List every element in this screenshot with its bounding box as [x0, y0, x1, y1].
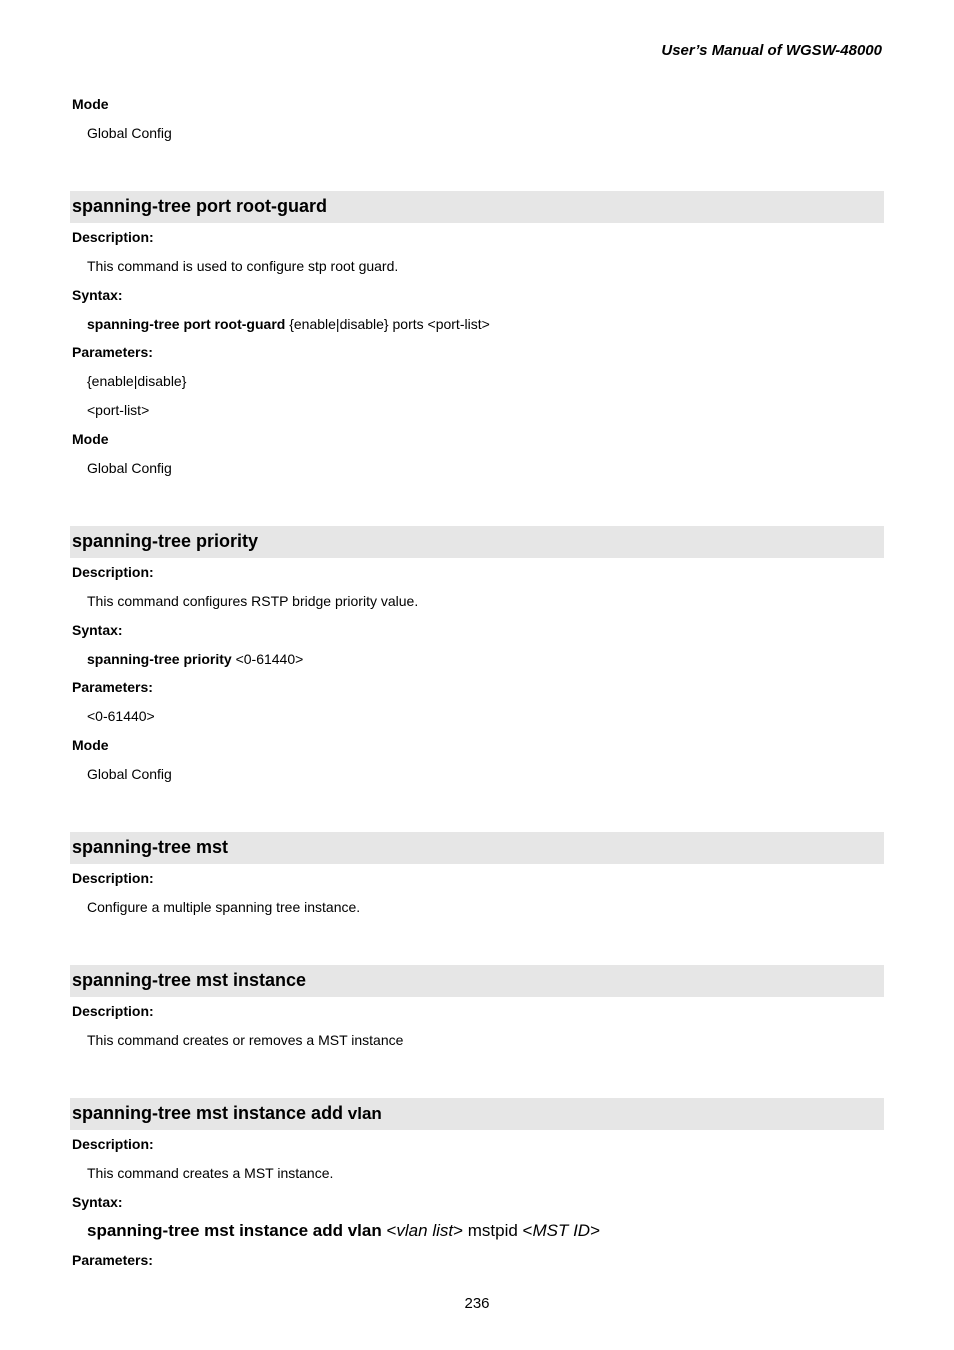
section-header-mst-instance-add-vlan	[70, 1098, 884, 1130]
section-title: spanning-tree mst instance	[72, 970, 307, 990]
description-label: Description:	[72, 229, 154, 245]
description-label: Description:	[72, 870, 154, 886]
syntax-punct: >	[590, 1221, 601, 1240]
description-text: This command configures RSTP bridge priority value.	[87, 593, 419, 609]
syntax-punct: > mstpid <	[453, 1221, 533, 1240]
manual-header-title: User’s Manual of WGSW-48000	[661, 42, 882, 59]
description-text: Configure a multiple spanning tree instance.	[87, 899, 361, 915]
mode-value: Global Config	[87, 460, 172, 476]
description-label: Description:	[72, 564, 154, 580]
parameter-item: <port-list>	[87, 402, 150, 418]
parameter-item: {enable|disable}	[87, 373, 187, 389]
syntax-command: spanning-tree mst instance add vlan	[87, 1221, 382, 1240]
syntax-label: Syntax:	[72, 1194, 123, 1210]
syntax-punct: <	[381, 1221, 397, 1240]
section-title: spanning-tree mst	[72, 837, 229, 857]
syntax-line	[87, 316, 490, 332]
syntax-arg-mst-id: MST ID	[532, 1221, 591, 1240]
parameters-label: Parameters:	[72, 679, 153, 695]
section-header-priority	[70, 526, 884, 558]
syntax-arguments: <0-61440>	[231, 651, 304, 667]
section-header-mst-instance	[70, 965, 884, 997]
parameters-label: Parameters:	[72, 344, 153, 360]
section-title: spanning-tree priority	[72, 531, 259, 551]
mode-value: Global Config	[87, 766, 172, 782]
mode-label: Mode	[72, 737, 109, 753]
syntax-line	[87, 1221, 600, 1241]
parameters-label: Parameters:	[72, 1252, 153, 1268]
syntax-label: Syntax:	[72, 622, 123, 638]
section-title-suffix: vlan	[343, 1104, 382, 1123]
syntax-label: Syntax:	[72, 287, 123, 303]
section-header-mst	[70, 832, 884, 864]
syntax-command: spanning-tree priority	[87, 651, 232, 667]
section-header-port-root-guard	[70, 191, 884, 223]
syntax-arg-vlan-list: vlan list	[396, 1221, 454, 1240]
syntax-line	[87, 651, 303, 667]
syntax-arguments: {enable|disable} ports <port-list>	[285, 316, 490, 332]
syntax-command: spanning-tree port root-guard	[87, 316, 286, 332]
page-number: 236	[464, 1295, 490, 1312]
section-title-main: spanning-tree mst instance add	[72, 1103, 344, 1123]
mode-label: Mode	[72, 431, 109, 447]
description-text: This command is used to configure stp root guard.	[87, 258, 399, 274]
mode-label: Mode	[72, 96, 109, 112]
parameter-item: <0-61440>	[87, 708, 155, 724]
section-title: spanning-tree port root-guard	[72, 196, 327, 216]
section-title	[72, 1103, 382, 1124]
description-text: This command creates a MST instance.	[87, 1165, 334, 1181]
description-label: Description:	[72, 1003, 154, 1019]
description-label: Description:	[72, 1136, 154, 1152]
description-text: This command creates or removes a MST instance	[87, 1032, 404, 1048]
mode-value: Global Config	[87, 125, 172, 141]
